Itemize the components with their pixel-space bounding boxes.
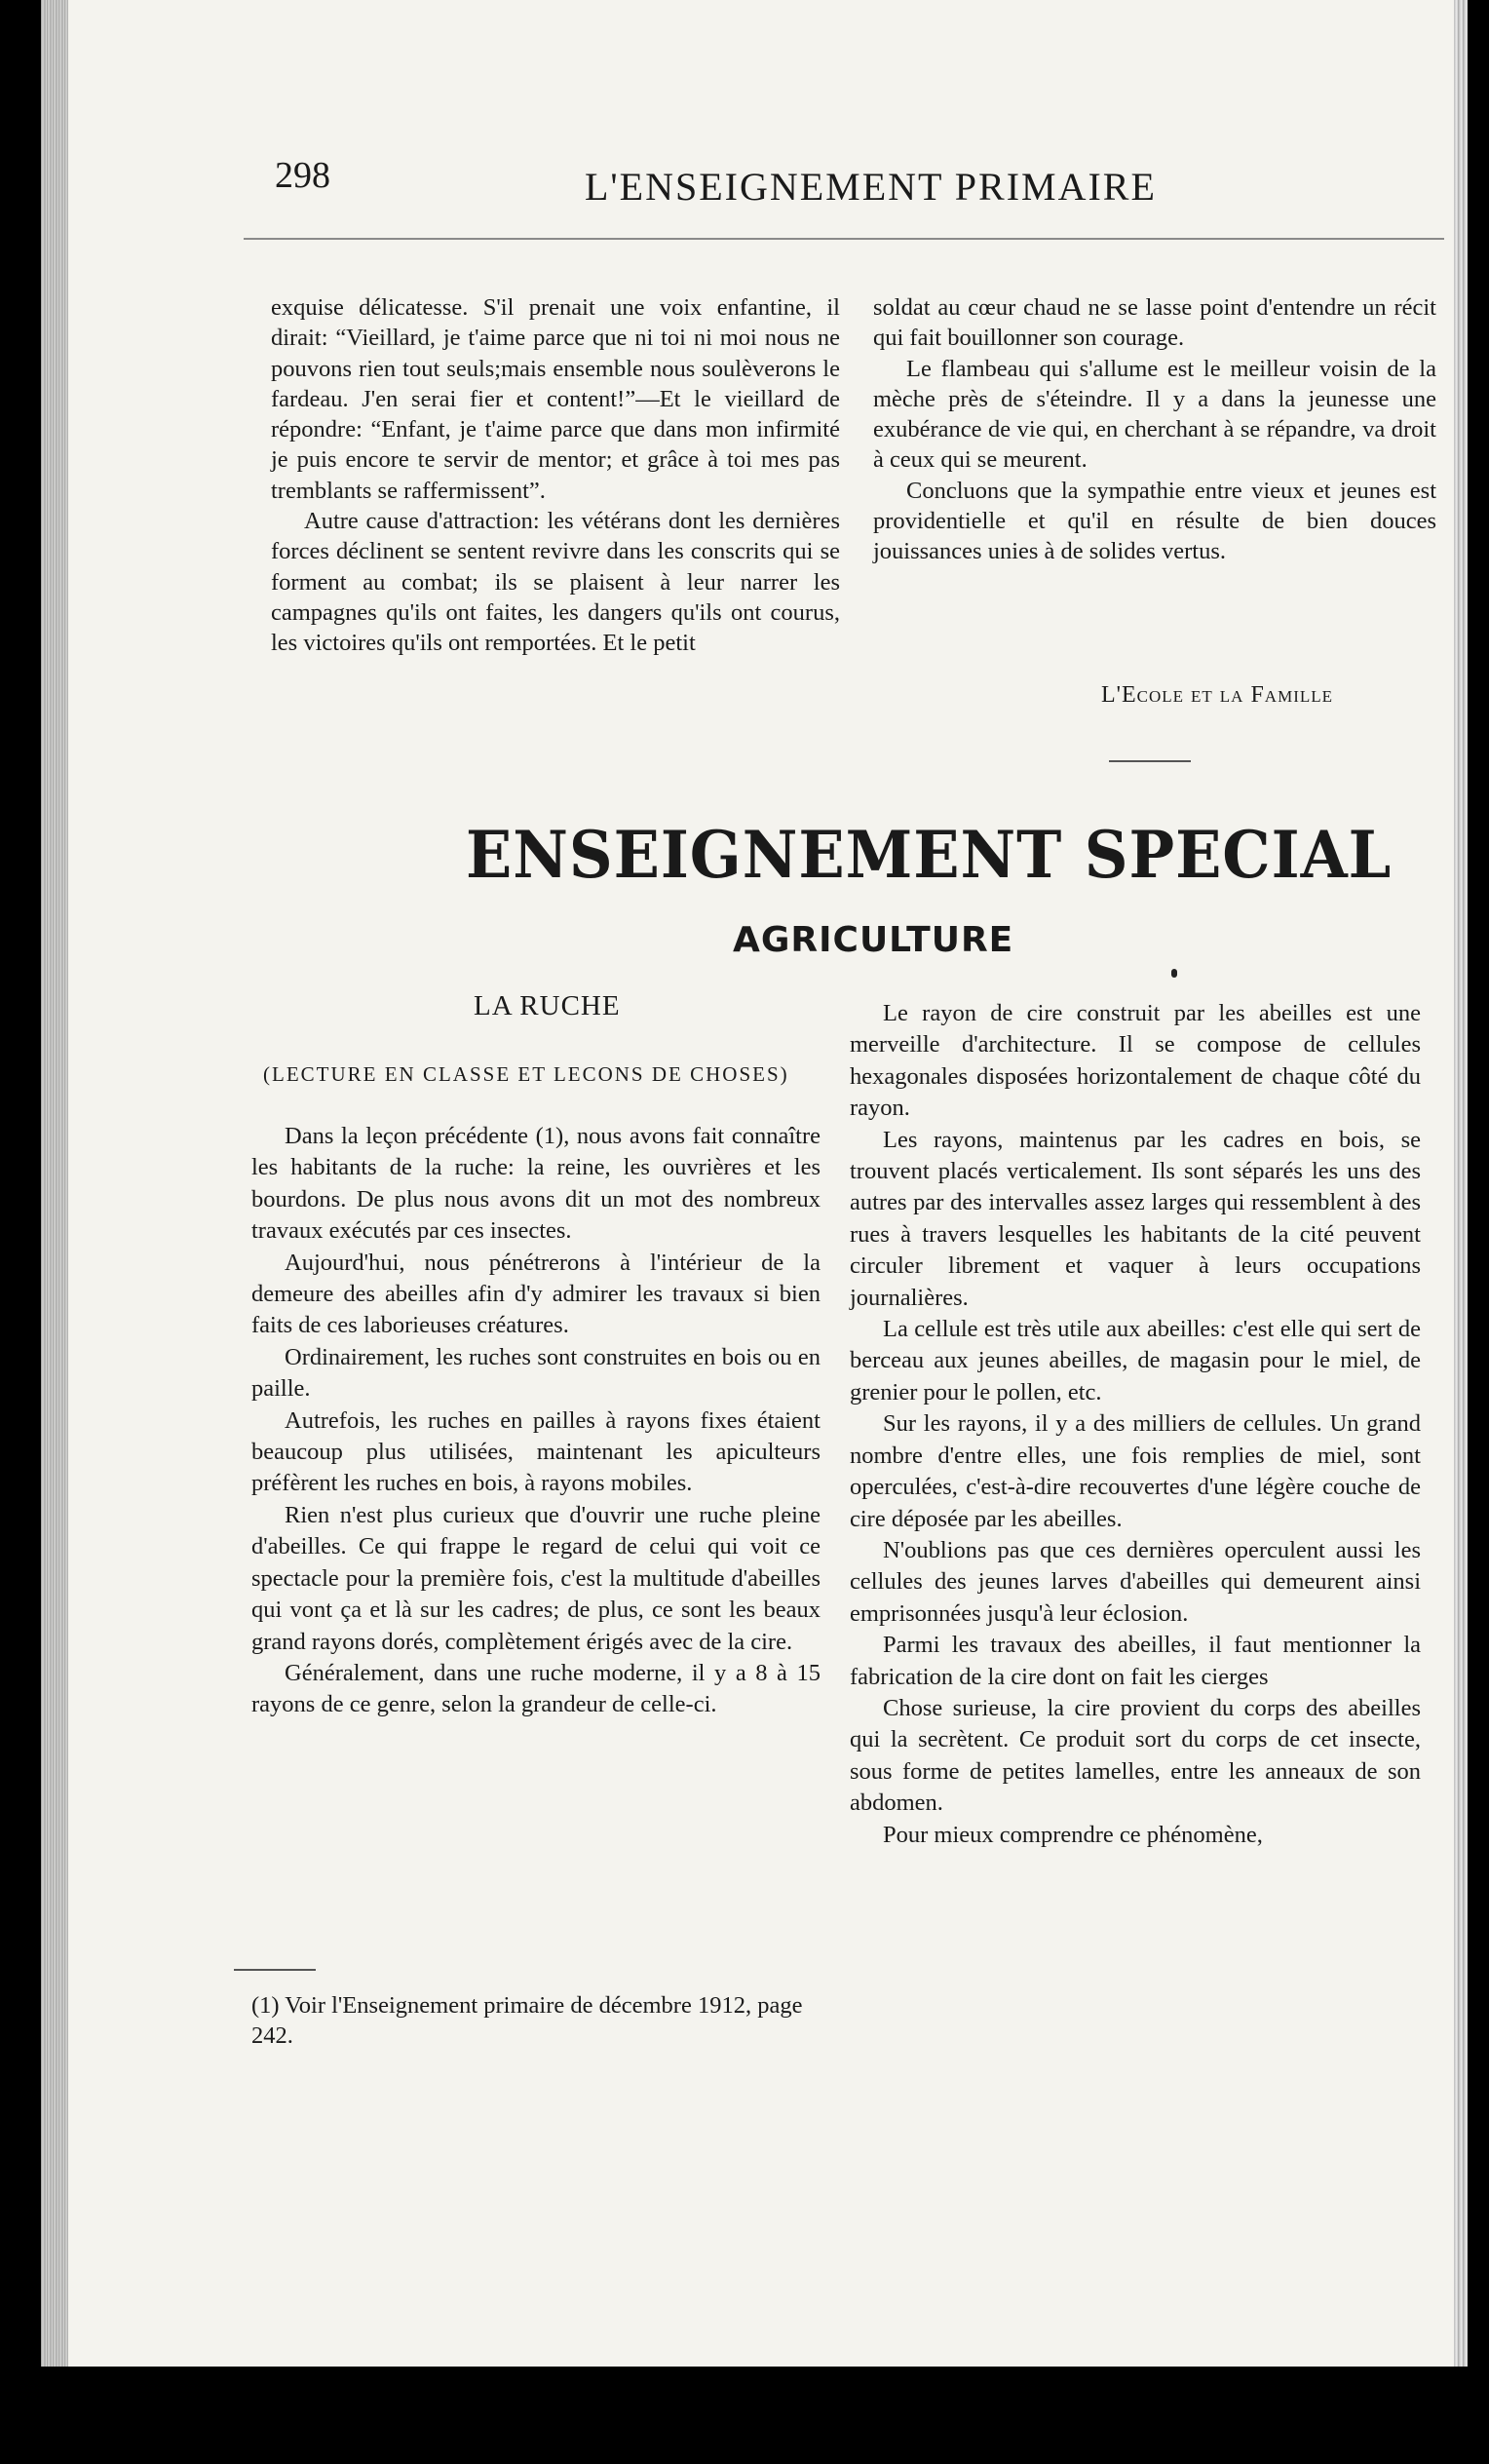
paragraph: Le rayon de cire construit par les abeilles est une merveille d'architecture. Il se compose de cellules hexagonales disposées horizontalement de chaque côté du rayon. [850,1000,1421,1122]
paragraph: La cellule est très utile aux abeilles: c'est elle qui sert de berceau aux jeunes abeilles, de magasin pour le miel, de grenier pour le pollen, etc. [850,1316,1421,1405]
paragraph: N'oublions pas que ces dernières operculent aussi les cellules des jeunes larves d'abeilles qui demeurent ainsi emprisonnées jusqu'à leur éclosion. [850,1536,1421,1627]
paragraph: soldat au cœur chaud ne se lasse point d'entendre un récit qui fait bouillonner son courage. [873,294,1436,352]
paragraph: Le flambeau qui s'allume est le meilleur voisin de la mèche près de s'éteindre. Il y a dans la jeunesse une exubérance de vie qui, en cherchant à se répandre, va droit à ceux qui se meurent. [873,355,1436,474]
header-rule [244,238,1444,240]
top-right-column [873,292,1436,567]
paragraph: Aujourd'hui, nous pénétrerons à l'intérieur de la demeure des abeilles afin d'y admirer les travaux si bien faits de ces laborieuses créatures. [251,1249,821,1339]
top-left-column [271,292,840,659]
paragraph: Autre cause d'attraction: les vétérans dont les dernières forces déclinent se sentent revivre dans les conscrits qui se forment au combat; ils se plaisent à leur narrer les campagnes qu'ils ont faites, les dangers qu'ils ont courus, les victoires qu'ils ont remportées. Et le petit [271,508,840,657]
page-number: 298 [275,155,330,196]
ink-dot [1171,969,1177,978]
paragraph: Concluons que la sympathie entre vieux et jeunes est providentielle et qu'il en résulte de bien douces jouissances unies à de solides vertus. [873,477,1436,565]
article-left-column [251,1121,821,1721]
article-right-column [850,998,1421,1851]
paragraph: Ordinairement, les ruches sont construites en bois ou en paille. [251,1343,821,1403]
paragraph: exquise délicatesse. S'il prenait une voix enfantine, il dirait: “Vieillard, je t'aime parce que ni toi ni moi nous ne pouvons rien tout seuls;mais ensemble nous soulèverons le fardeau. J'en serai fier et content!”—Et le vieillard de répondre: “Enfant, je t'aime parce que dans mon infirmité je puis encore te servir de mentor; et grâce à toi mes pas tremblants se raffermissent”. [271,294,840,504]
section-subtitle: AGRICULTURE [733,920,1014,960]
paragraph: Rien n'est plus curieux que d'ouvrir une ruche pleine d'abeilles. Ce qui frappe le regard de celui qui voit ce spectacle pour la première fois, c'est la multitude d'abeilles qui vont ça et là sur les cadres; de plus, ce sont les beaux grand rayons dorés, complètement érigés avec de la cire. [251,1501,821,1655]
page-edge [1454,0,1468,2367]
article-title: LA RUCHE [474,990,621,1021]
paragraph: Pour mieux comprendre ce phénomène, [883,1821,1263,1848]
book-spine-shadow [41,0,68,2367]
footnote-text: (1) Voir l'Enseignement primaire de décembre 1912, page 242. [251,1992,803,2049]
article-signature: L'Ecole et la Famille [1101,682,1334,708]
article-subtitle: (LECTURE EN CLASSE ET LECONS DE CHOSES) [263,1062,789,1086]
paragraph: Chose surieuse, la cire provient du corps des abeilles qui la secrètent. Ce produit sort du corps de cet insecte, sous forme de petites lamelles, entre les anneaux de son abdomen. [850,1694,1421,1817]
paragraph: Généralement, dans une ruche moderne, il y a 8 à 15 rayons de ce genre, selon la grandeur de celle-ci. [251,1659,821,1718]
paragraph: Dans la leçon précédente (1), nous avons fait connaître les habitants de la ruche: la reine, les ouvrières et les bourdons. De plus nous avons dit un mot des nombreux travaux exécutés par ces insectes. [251,1123,821,1245]
running-title: L'ENSEIGNEMENT PRIMAIRE [585,165,1157,209]
footnote-rule [234,1969,316,1971]
paragraph: Les rayons, maintenus par les cadres en bois, se trouvent placés verticalement. Ils sont séparés les uns des autres par des intervalles assez larges qui ressemblent à des rues à travers lesquelles les habitants de la cité peuvent circuler librement et vaquer à leurs occupations journalières. [850,1126,1421,1311]
footnote [251,1990,834,2051]
paragraph: Autrefois, les ruches en pailles à rayons fixes étaient beaucoup plus utilisées, maintenant les apiculteurs préfèrent les ruches en bois, à rayons mobiles. [251,1406,821,1497]
paragraph: Sur les rayons, il y a des milliers de cellules. Un grand nombre d'entre elles, une fois remplies de miel, sont operculées, c'est-à-dire recouvertes d'une légère couche de cire déposée par les abeilles. [850,1410,1421,1532]
paragraph: Parmi les travaux des abeilles, il faut mentionner la fabrication de la cire dont on fait les cierges [850,1632,1421,1690]
section-title: ENSEIGNEMENT SPECIAL [466,817,1393,893]
section-separator [1109,760,1191,762]
